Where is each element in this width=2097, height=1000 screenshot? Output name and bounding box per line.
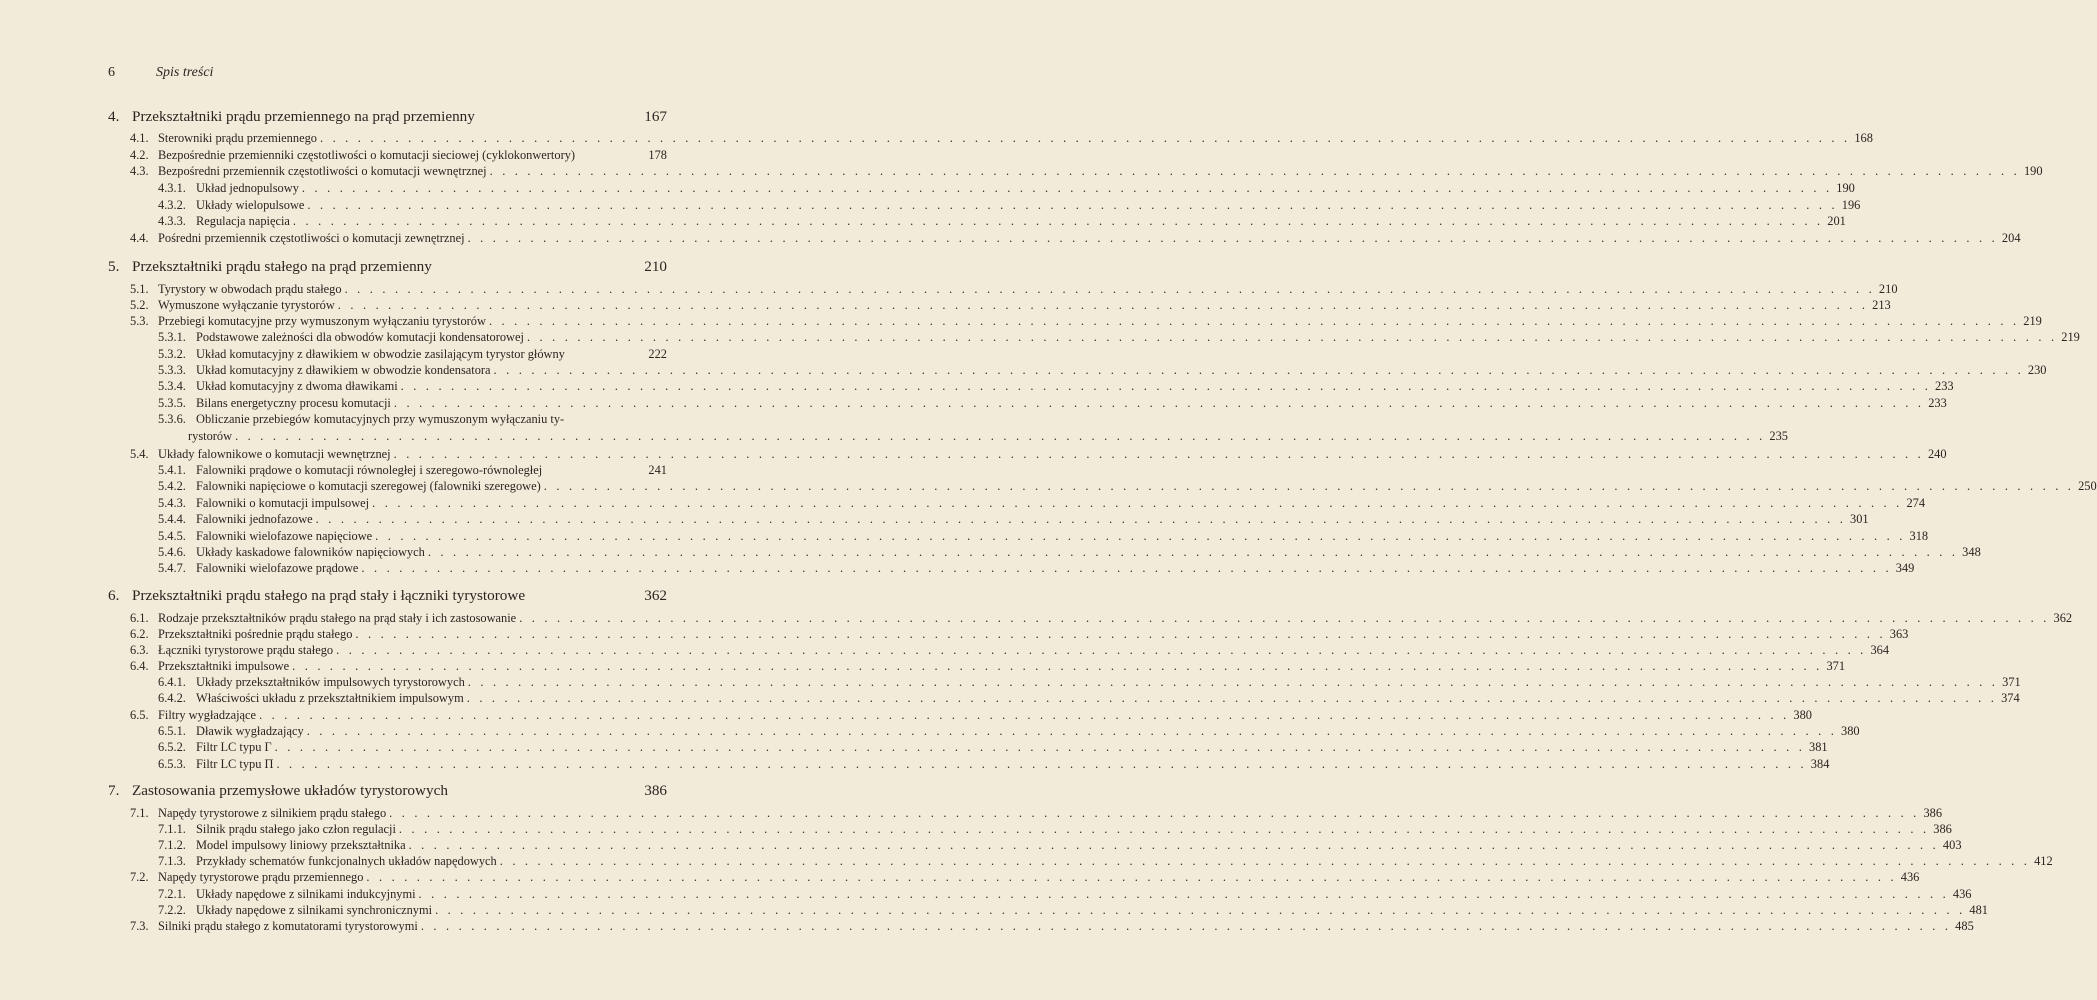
toc-entry-number: 6.5.3. (158, 757, 186, 771)
toc-entry-title: Obliczanie przebiegów komutacyjnych przy wymuszonym wyłączaniu ty- (196, 412, 565, 426)
toc-entry-title: Rodzaje przekształtników prądu stałego na prąd stały i ich zastosowanie (158, 611, 517, 625)
toc-entry (158, 495, 1926, 511)
toc-entry-title: Dławik wygładzający (196, 724, 304, 738)
toc-entry (130, 707, 1812, 723)
toc-entry (130, 626, 1909, 642)
toc-entry (158, 528, 1929, 544)
toc-entry-page: 381 (1809, 740, 1828, 754)
toc-entry-page: 222 (648, 347, 667, 361)
toc-entry-title: Przekształtniki prądu przemiennego na prąd przemienny (132, 108, 475, 125)
toc-entry-title: Układy przekształtników impulsowych tyrystorowych (196, 675, 465, 689)
toc-entry (130, 642, 1890, 658)
toc-entry-number: 5.3.3. (158, 363, 186, 377)
toc-entry-number: 6.2. (130, 627, 149, 641)
toc-entry-title: Właściwości układu z przekształtnikiem impulsowym (196, 691, 464, 705)
toc-entry-title: Układy kaskadowe falowników napięciowych (196, 545, 425, 559)
toc-entry-title: Łączniki tyrystorowe prądu stałego (158, 643, 334, 657)
dot-leader (259, 707, 1789, 723)
toc-entry-title: Przekształtniki prądu stałego na prąd stały i łączniki tyrystorowe (132, 587, 526, 604)
toc-entry-number: 4.4. (130, 231, 149, 245)
dot-leader (336, 642, 1866, 658)
toc-entry-page: 301 (1850, 512, 1869, 526)
toc-entry-page: 348 (1962, 545, 1981, 559)
dot-leader (307, 197, 1837, 213)
toc-entry-page: 201 (1827, 214, 1846, 228)
toc-entry-page: 219 (2023, 314, 2042, 328)
toc-entry-number: 5.4.5. (158, 529, 186, 543)
toc-entry-title: Filtr LC typu Π (196, 757, 274, 771)
toc-entry-title: Zastosowania przemysłowe układów tyrystorowych (132, 782, 448, 799)
toc-entry-page: 274 (1906, 496, 1926, 510)
page-number: 6 (108, 65, 115, 80)
toc-entry (158, 378, 1954, 394)
toc-entry-title: Tyrystory w obwodach prądu stałego (158, 282, 342, 296)
toc-entry-title: Przekształtniki prądu stałego na prąd przemienny (132, 258, 432, 275)
toc-chapter-entry (108, 586, 667, 605)
dot-leader (355, 626, 1885, 642)
toc-entry-page: 213 (1872, 298, 1891, 312)
toc-entry (158, 411, 667, 427)
toc-entry (158, 690, 2020, 706)
toc-entry-page: 380 (1841, 724, 1860, 738)
toc-entry (158, 821, 1952, 837)
toc-entry-number: 7. (108, 782, 120, 799)
toc-entry-page: 168 (1854, 131, 1873, 145)
toc-entry-number: 5.4.4. (158, 512, 186, 526)
dot-leader (468, 674, 1998, 690)
toc-entry-page: 219 (2061, 330, 2080, 344)
dot-leader (467, 690, 1997, 706)
toc-entry-number: 7.2.2. (158, 903, 186, 917)
toc-entry (130, 163, 2043, 179)
toc-entry-title: Układ jednopulsowy (196, 181, 299, 195)
toc-entry (158, 329, 2080, 345)
toc-entry-number: 4.1. (130, 131, 149, 145)
toc-entry (158, 739, 1828, 755)
toc-entry-number: 6.3. (130, 643, 149, 657)
toc-entry-number: 7.1.3. (158, 854, 186, 868)
toc-entry-number: 6.4.2. (158, 691, 186, 705)
toc-entry-number: 5. (108, 258, 120, 275)
toc-entry-title: Napędy tyrystorowe z silnikiem prądu stałego (158, 806, 387, 820)
dot-leader (527, 329, 2057, 345)
toc-entry-title: Układ komutacyjny z dławikiem w obwodzie kondensatora (196, 363, 491, 377)
toc-entry (130, 297, 1891, 313)
toc-entry-number: 4.2. (130, 148, 149, 162)
dot-leader (419, 886, 1949, 902)
dot-leader (389, 805, 1919, 821)
toc-entry-number: 5.3.6. (158, 412, 186, 426)
toc-entry-title: Falowniki o komutacji impulsowej (196, 496, 370, 510)
toc-entry (158, 674, 2021, 690)
dot-leader (468, 230, 1998, 246)
toc-entry-number: 5.3.5. (158, 396, 186, 410)
toc-entry-page: 386 (644, 782, 667, 799)
dot-leader (394, 446, 1924, 462)
toc-entry-title: Przekształtniki impulsowe (158, 659, 290, 673)
dot-leader (544, 478, 2074, 494)
toc-entry (130, 130, 1873, 146)
toc-entry-title: Układy napędowe z silnikami indukcyjnymi (196, 887, 416, 901)
toc-entry-number: 5.3.2. (158, 347, 186, 361)
toc-entry (158, 395, 1947, 411)
toc-entry-number: 5.3.4. (158, 379, 186, 393)
toc-entry-title: Układ komutacyjny z dławikiem w obwodzie zasilającym tyrystor główny (196, 347, 565, 361)
dot-leader (316, 511, 1846, 527)
toc-entry-title: rystorów (188, 429, 233, 443)
toc-entry-title: Napędy tyrystorowe prądu przemiennego (158, 870, 364, 884)
toc-entry (158, 837, 1962, 853)
toc-entry (158, 853, 2053, 869)
toc-entry-page: 210 (644, 258, 667, 275)
toc-entry (130, 918, 1974, 934)
toc-entry-number: 5.4.3. (158, 496, 186, 510)
toc-entry-number: 7.3. (130, 919, 149, 933)
toc-entry-title: Silniki prądu stałego z komutatorami tyrystorowymi (158, 919, 418, 933)
toc-entry-page: 349 (1895, 561, 1915, 575)
running-head (108, 64, 213, 82)
toc-entry-title: Bilans energetyczny procesu komutacji (196, 396, 391, 410)
toc-entry-page: 240 (1927, 447, 1947, 461)
toc-entry (130, 147, 667, 163)
toc-entry-number: 7.2. (130, 870, 149, 884)
dot-leader (394, 395, 1924, 411)
toc-entry-title: Układy napędowe z silnikami synchronicznymi (196, 903, 433, 917)
toc-entry (158, 756, 1830, 772)
toc-entry (188, 428, 1788, 444)
toc-entry-page: 178 (648, 148, 667, 162)
toc-entry-page: 386 (1923, 806, 1943, 820)
dot-leader (235, 428, 1765, 444)
toc-entry (158, 362, 2047, 378)
toc-entry-page: 485 (1955, 919, 1974, 933)
toc-entry-title: Sterowniki prądu przemiennego (158, 131, 317, 145)
toc-entry-title: Przebiegi komutacyjne przy wymuszonym wyłączaniu tyrystorów (158, 314, 486, 328)
dot-leader (307, 723, 1837, 739)
toc-entry-page: 436 (1900, 870, 1920, 884)
toc-entry (130, 610, 2073, 626)
toc-entry-page: 204 (2001, 231, 2021, 245)
toc-entry (158, 346, 667, 362)
toc-entry-title: Układy falownikowe o komutacji wewnętrznej (158, 447, 391, 461)
dot-leader (293, 213, 1823, 229)
toc-entry-number: 4.3.3. (158, 214, 186, 228)
toc-entry-page: 233 (1928, 396, 1947, 410)
toc-entry-page: 386 (1933, 822, 1952, 836)
toc-entry-page: 380 (1793, 708, 1812, 722)
toc-entry (158, 560, 1915, 576)
toc-entry (130, 313, 2042, 329)
toc-entry (158, 723, 1860, 739)
toc-entry-page: 436 (1952, 887, 1972, 901)
toc-entry-number: 6.1. (130, 611, 149, 625)
dot-leader (345, 281, 1875, 297)
toc-entry-title: Falowniki wielofazowe prądowe (196, 561, 359, 575)
running-title: Spis treści (156, 65, 214, 80)
toc-entry-page: 241 (648, 463, 667, 477)
toc-entry-title: Model impulsowy liniowy przekształtnika (196, 838, 406, 852)
toc-entry-number: 6.5.2. (158, 740, 186, 754)
dot-leader (490, 163, 2020, 179)
toc-entry (158, 544, 1981, 560)
toc-entry-title: Bezpośredni przemiennik częstotliwości o komutacji wewnętrznej (158, 164, 487, 178)
toc-entry-page: 362 (644, 587, 667, 604)
toc-entry (158, 886, 1972, 902)
toc-entry-number: 5.4.1. (158, 463, 186, 477)
toc-entry (158, 462, 667, 478)
dot-leader (401, 378, 1931, 394)
toc-entry-number: 7.1. (130, 806, 149, 820)
toc-entry-number: 7.2.1. (158, 887, 186, 901)
toc-entry-title: Filtry wygładzające (158, 708, 257, 722)
toc-entry-page: 481 (1969, 903, 1988, 917)
dot-leader (435, 902, 1965, 918)
toc-entry-number: 5.4. (130, 447, 149, 461)
toc-entry-number: 6.4.1. (158, 675, 186, 689)
toc-chapter-entry (108, 107, 667, 126)
toc-chapter-entry (108, 781, 667, 800)
toc-entry-page: 196 (1841, 198, 1861, 212)
toc-entry-page: 235 (1769, 429, 1788, 443)
toc-entry-number: 4.3. (130, 164, 149, 178)
toc-entry (130, 869, 1920, 885)
toc-entry (130, 230, 2021, 246)
dot-leader (276, 756, 1806, 772)
toc-entry-title: Układ komutacyjny z dwoma dławikami (196, 379, 398, 393)
toc-entry-number: 5.4.2. (158, 479, 186, 493)
toc-entry-title: Falowniki napięciowe o komutacji szeregowej (falowniki szeregowe) (196, 479, 541, 493)
toc-entry-number: 5.4.7. (158, 561, 186, 575)
toc-entry-page: 364 (1870, 643, 1890, 657)
toc-entry-title: Falowniki prądowe o komutacji równoległej i szeregowo-równoległej (196, 463, 543, 477)
toc-entry (130, 446, 1947, 462)
dot-leader (494, 362, 2024, 378)
toc-entry-page: 362 (2053, 611, 2073, 625)
toc-entry (130, 658, 1846, 674)
toc-entry-title: Podstawowe zależności dla obwodów komutacji kondensatorowej (196, 330, 524, 344)
toc-entry-number: 6.5.1. (158, 724, 186, 738)
toc-entry (158, 213, 1846, 229)
dot-leader (489, 313, 2019, 329)
toc-entry-page: 190 (1836, 181, 1855, 195)
dot-leader (338, 297, 1868, 313)
toc-entry-page: 318 (1909, 529, 1929, 543)
toc-entry-title: Przykłady schematów funkcjonalnych układów napędowych (196, 854, 497, 868)
toc-entry-title: Układy wielopulsowe (196, 198, 305, 212)
dot-leader (409, 837, 1939, 853)
dot-leader (500, 853, 2030, 869)
toc-entry-number: 7.1.1. (158, 822, 186, 836)
toc-entry-page: 403 (1942, 838, 1962, 852)
toc-entry (130, 281, 1898, 297)
toc-entry-title: Regulacja napięcia (196, 214, 290, 228)
toc-entry-number: 5.3.1. (158, 330, 186, 344)
dot-leader (372, 495, 1902, 511)
toc-entry-page: 371 (1826, 659, 1846, 673)
toc-entry-number: 5.2. (130, 298, 149, 312)
toc-entry-number: 5.3. (130, 314, 149, 328)
toc-entry-number: 4.3.1. (158, 181, 186, 195)
toc-entry-number: 6.5. (130, 708, 149, 722)
toc-entry-page: 190 (2023, 164, 2043, 178)
toc-entry-page: 250 (2078, 479, 2097, 493)
toc-entry-number: 5.4.6. (158, 545, 186, 559)
toc-chapter-entry (108, 257, 667, 276)
toc-entry (158, 180, 1855, 196)
toc-entry-page: 384 (1810, 757, 1830, 771)
dot-leader (292, 658, 1822, 674)
toc-entry-number: 4.3.2. (158, 198, 186, 212)
toc-entry-page: 230 (2027, 363, 2047, 377)
dot-leader (366, 869, 1896, 885)
toc-entry (158, 478, 2097, 494)
toc-entry-number: 4. (108, 108, 120, 125)
toc-entry (158, 511, 1869, 527)
toc-entry-title: Silnik prądu stałego jako człon regulacji (196, 822, 396, 836)
toc-entry-title: Wymuszone wyłączanie tyrystorów (158, 298, 335, 312)
dot-leader (375, 528, 1905, 544)
toc-entry (158, 197, 1861, 213)
toc-entry-number: 7.1.2. (158, 838, 186, 852)
toc-entry-page: 363 (1889, 627, 1909, 641)
toc-entry-title: Bezpośrednie przemienniki częstotliwości o komutacji sieciowej (cyklokonwertory) (158, 148, 576, 162)
toc-entry-page: 371 (2002, 675, 2021, 689)
dot-leader (421, 918, 1951, 934)
toc-entry-page: 374 (2001, 691, 2020, 705)
dot-leader (428, 544, 1958, 560)
toc-entry-page: 167 (644, 108, 667, 125)
toc-entry-number: 6. (108, 587, 120, 604)
dot-leader (399, 821, 1929, 837)
toc-entry-title: Pośredni przemiennik częstotliwości o komutacji zewnętrznej (158, 231, 465, 245)
toc-entry (130, 805, 1943, 821)
toc-entry-page: 412 (2034, 854, 2053, 868)
toc-entry-number: 6.4. (130, 659, 149, 673)
toc-entry-page: 233 (1935, 379, 1954, 393)
toc-entry-title: Filtr LC typu Γ (196, 740, 272, 754)
dot-leader (302, 180, 1832, 196)
toc-entry-title: Falowniki wielofazowe napięciowe (196, 529, 373, 543)
toc-entry (158, 902, 1988, 918)
dot-leader (361, 560, 1891, 576)
toc-entry-page: 210 (1878, 282, 1898, 296)
dot-leader (519, 610, 2049, 626)
toc-entry-number: 5.1. (130, 282, 149, 296)
toc-entry-title: Falowniki jednofazowe (196, 512, 313, 526)
dot-leader (320, 130, 1850, 146)
dot-leader (275, 739, 1805, 755)
toc-entry-title: Przekształtniki pośrednie prądu stałego (158, 627, 353, 641)
